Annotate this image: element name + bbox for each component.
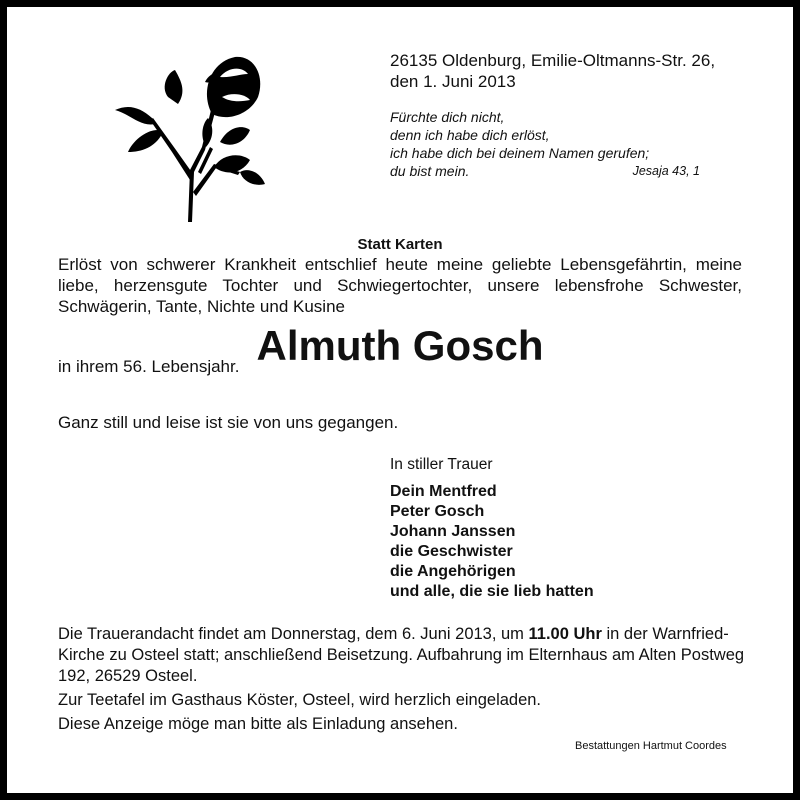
quote-reference: Jesaja 43, 1 <box>632 164 700 178</box>
service-text: Die Trauerandacht findet am Donnerstag, dem 6. Juni 2013, um <box>58 625 529 643</box>
rose-icon <box>110 52 270 224</box>
mourner: die Angehörigen <box>390 563 516 580</box>
mourner: Johann Janssen <box>390 523 516 540</box>
still-text: Ganz still und leise ist sie von uns gegangen. <box>58 413 399 432</box>
address: 26135 Oldenburg, Emilie-Oltmanns-Str. 26, <box>390 51 716 70</box>
quote-line: ich habe dich bei deinem Namen gerufen; <box>390 145 650 161</box>
mourner: die Geschwister <box>390 543 513 560</box>
service-time: 11.00 Uhr <box>528 625 602 643</box>
funeral-home: Bestattungen Hartmut Coordes <box>575 740 727 752</box>
service-text-cont: in der Warnfried-Kirche zu Osteel statt; anschließend Beisetzung. Aufbahrung im Elternhaus am Alten Postweg 192, 26529 Osteel. <box>58 625 745 685</box>
mourner: Dein Mentfred <box>390 483 497 500</box>
deceased-name: Almuth Gosch <box>256 322 544 369</box>
intro-text: Erlöst von schwerer Krankheit entschlief heute meine geliebte Lebensgefährtin, meine liebe, herzensgute Tochter und Schwiegertochter, unsere lebensfrohe Schwester, Schwägerin, Tante, Nichte und Kusine <box>58 255 742 316</box>
address-block <box>390 50 715 92</box>
mourner: und alle, die sie lieb hatten <box>390 583 594 600</box>
quote-line: Fürchte dich nicht, <box>390 109 505 125</box>
statt-karten-heading: Statt Karten <box>357 236 443 253</box>
service-paragraph <box>58 624 758 687</box>
date: den 1. Juni 2013 <box>390 72 516 91</box>
mourners-list <box>390 482 594 602</box>
quote-line: du bist mein. <box>390 163 470 179</box>
service-info <box>58 624 758 738</box>
bible-quote <box>390 108 720 180</box>
mourning-heading: In stiller Trauer <box>390 456 493 473</box>
teetafel-text: Zur Teetafel im Gasthaus Köster, Osteel, wird herzlich eingeladen. <box>58 691 542 709</box>
mourner: Peter Gosch <box>390 503 485 520</box>
quote-line: denn ich habe dich erlöst, <box>390 127 550 143</box>
age-text: in ihrem 56. Lebensjahr. <box>58 357 240 376</box>
invitation-text: Diese Anzeige möge man bitte als Einladung ansehen. <box>58 715 458 733</box>
